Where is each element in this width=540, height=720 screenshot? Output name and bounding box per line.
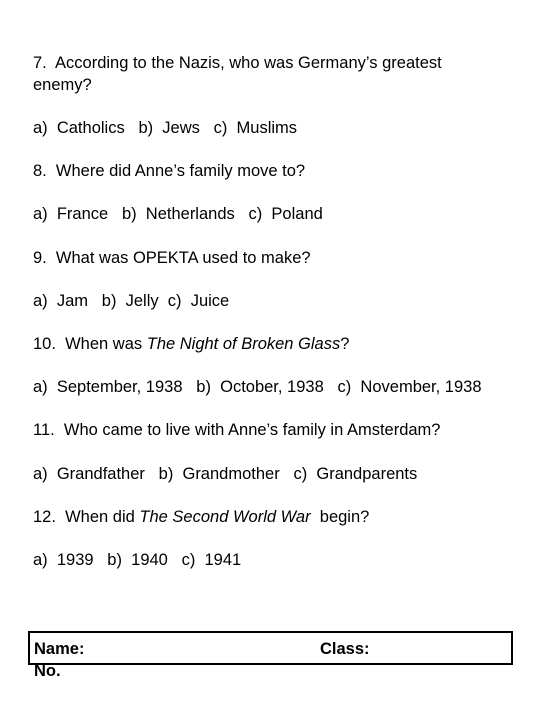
question-9-options: a) Jam b) Jelly c) Juice bbox=[33, 292, 230, 310]
question-7-text-line2: enemy? bbox=[33, 76, 92, 94]
question-10-text bbox=[33, 333, 349, 355]
question-10-suffix: ? bbox=[340, 335, 350, 353]
number-label: No. bbox=[34, 662, 61, 680]
student-info-box bbox=[28, 631, 513, 680]
question-10-options: a) September, 1938 b) October, 1938 c) November, 1938 bbox=[33, 378, 482, 396]
question-12-italic-title: The Second World War bbox=[139, 508, 311, 526]
name-label: Name: bbox=[34, 640, 85, 658]
question-7-options: a) Catholics b) Jews c) Muslims bbox=[33, 119, 298, 137]
question-7-text-line1: 7. According to the Nazis, who was Germany’s greatest bbox=[33, 54, 442, 72]
question-11-options: a) Grandfather b) Grandmother c) Grandparents bbox=[33, 465, 418, 483]
question-9-text: 9. What was OPEKTA used to make? bbox=[33, 249, 311, 267]
question-10-prefix: 10. When was bbox=[33, 335, 147, 353]
question-12-text bbox=[33, 506, 369, 528]
question-12-options: a) 1939 b) 1940 c) 1941 bbox=[33, 551, 242, 569]
question-10-italic-title: The Night of Broken Glass bbox=[146, 335, 341, 353]
question-11-text: 11. Who came to live with Anne’s family in Amsterdam? bbox=[33, 421, 441, 439]
class-label: Class: bbox=[320, 640, 370, 658]
question-12-prefix: 12. When did bbox=[33, 508, 140, 526]
question-8-text: 8. Where did Anne’s family move to? bbox=[33, 162, 306, 180]
question-8-options: a) France b) Netherlands c) Poland bbox=[33, 205, 323, 223]
question-12-suffix: begin? bbox=[310, 508, 370, 526]
